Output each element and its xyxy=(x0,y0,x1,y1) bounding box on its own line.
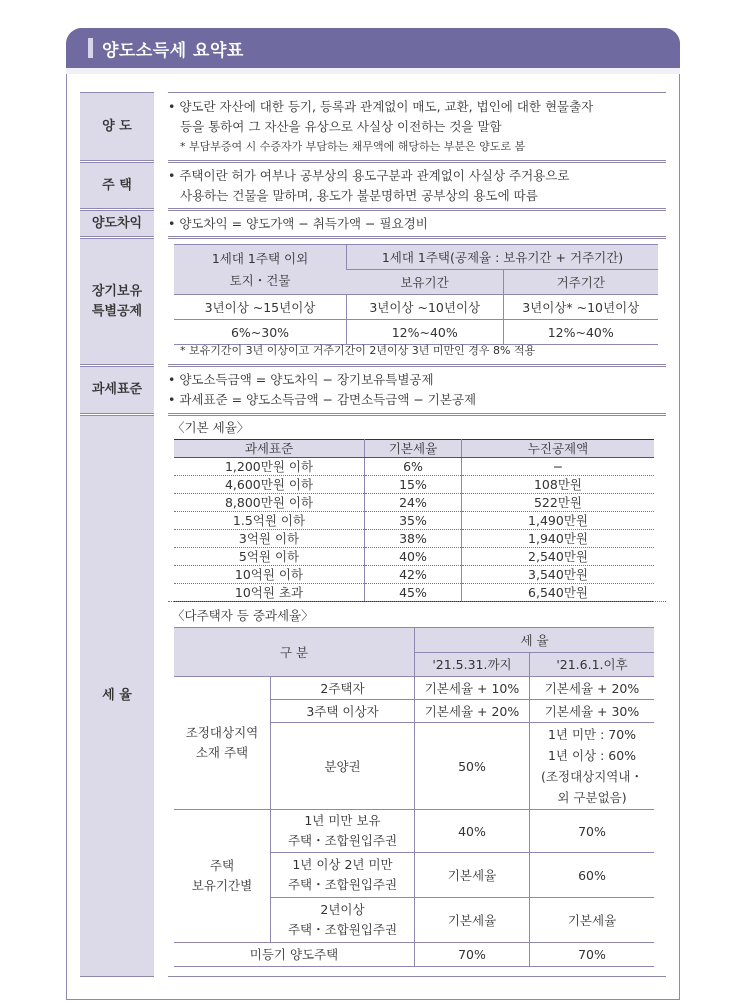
presale-after-line: 1년 이상 : 60% xyxy=(547,748,637,763)
basic-rate-row xyxy=(174,458,654,476)
presale-after-line: (조정대상지역내・ xyxy=(541,769,643,784)
basic-cell: 6% xyxy=(365,458,462,476)
ltd-header-line-1: 장기보유 xyxy=(91,283,143,299)
ltd-rate-other: 6%~30% xyxy=(174,320,347,345)
three-house-label: 3주택 이상자 xyxy=(271,700,415,723)
ltd-note: * 보유기간이 3년 이상이고 거주기간이 2년이상 3년 미만인 경우 8% 적용 xyxy=(180,344,536,357)
basic-col-base: 과세표준 xyxy=(174,440,365,458)
ltd-period-live: 3년이상* ~10년이상 xyxy=(503,295,658,320)
period-3-before: 기본세율 xyxy=(415,898,530,943)
heavy-rate-title: 〈다주택자 등 중과세율〉 xyxy=(172,608,314,623)
basic-cell: − xyxy=(462,458,655,476)
two-house-after: 기본세율 + 20% xyxy=(530,677,655,700)
basic-cell: 3억원 이하 xyxy=(174,530,365,548)
presale-before: 50% xyxy=(415,723,530,810)
basic-cell: 42% xyxy=(365,566,462,584)
basic-cell: 10억원 이하 xyxy=(174,566,365,584)
three-house-before: 기본세율 + 20% xyxy=(415,700,530,723)
presale-after xyxy=(530,723,655,810)
ltd-header-other-line-1: 1세대 1주택 이외 xyxy=(211,250,309,266)
presale-label: 분양권 xyxy=(271,723,415,810)
two-house-label: 2주택자 xyxy=(271,677,415,700)
period-2-line-2: 주택・조합원입주권 xyxy=(287,877,398,892)
row-header-house: 주 택 xyxy=(80,162,154,209)
period-2-before: 기본세율 xyxy=(415,853,530,898)
basic-cell: 24% xyxy=(365,494,462,512)
adjusted-area-label xyxy=(174,677,271,810)
basic-cell: 5억원 이하 xyxy=(174,548,365,566)
period-1-label xyxy=(271,810,415,853)
ltd-table xyxy=(174,244,658,345)
presale-after-line: 1년 미만 : 70% xyxy=(547,727,637,742)
heavy-header-after: '21.6.1.이후 xyxy=(530,653,655,677)
period-2-line-1: 1년 이상 2년 미만 xyxy=(292,857,393,872)
period-3-after: 기본세율 xyxy=(530,898,655,943)
row-content-house xyxy=(168,162,666,209)
ltd-rate-live: 12%~40% xyxy=(503,320,658,345)
period-2-label xyxy=(271,853,415,898)
presale-after-line: 외 구분없음) xyxy=(557,790,627,805)
basic-rate-title: 〈기본 세율〉 xyxy=(172,420,250,435)
basic-col-rate: 기본세율 xyxy=(365,440,462,458)
two-house-before: 기본세율 + 10% xyxy=(415,677,530,700)
basic-rate-row xyxy=(174,494,654,512)
unregistered-label: 미등기 양도주택 xyxy=(174,943,415,967)
heavy-header-rate: 세 율 xyxy=(415,628,655,653)
row-header-ltd xyxy=(80,238,154,365)
page-title: 양도소득세 요약표 xyxy=(102,41,244,61)
period-1-after: 70% xyxy=(530,810,655,853)
unregistered-after: 70% xyxy=(530,943,655,967)
basic-rate-row xyxy=(174,566,654,584)
basic-rate-row xyxy=(174,584,654,602)
basic-cell: 2,540만원 xyxy=(462,548,655,566)
row-content-base xyxy=(168,366,666,414)
unregistered-before: 70% xyxy=(415,943,530,967)
ltd-header-line-2: 특별공제 xyxy=(91,303,143,319)
row-header-base: 과세표준 xyxy=(80,366,154,414)
heavy-rate-table xyxy=(174,627,654,967)
adjusted-area-line-2: 소재 주택 xyxy=(195,745,249,760)
basic-cell: 1.5억원 이하 xyxy=(174,512,365,530)
basic-cell: 522만원 xyxy=(462,494,655,512)
basic-rate-row xyxy=(174,476,654,494)
base-text-2: • 과세표준 = 양도소득금액 − 감면소득금액 − 기본공제 xyxy=(168,392,477,407)
basic-cell: 4,600만원 이하 xyxy=(174,476,365,494)
basic-cell: 3,540만원 xyxy=(462,566,655,584)
basic-cell: 40% xyxy=(365,548,462,566)
row-content-gain xyxy=(168,210,666,237)
title-underband xyxy=(66,68,680,74)
ltd-header-other-line-2: 토지・건물 xyxy=(229,272,291,288)
row-header-transfer: 양 도 xyxy=(80,92,154,161)
basic-cell: 38% xyxy=(365,530,462,548)
basic-cell: 8,800만원 이하 xyxy=(174,494,365,512)
ltd-header-hold: 보유기간 xyxy=(347,270,504,295)
basic-cell: 45% xyxy=(365,584,462,602)
basic-cell: 10억원 초과 xyxy=(174,584,365,602)
period-1-before: 40% xyxy=(415,810,530,853)
house-text-2: 사용하는 건물을 말하며, 용도가 불분명하면 공부상의 용도에 따름 xyxy=(180,188,538,203)
ltd-rate-hold: 12%~40% xyxy=(347,320,504,345)
row-header-gain: 양도차익 xyxy=(80,210,154,237)
basic-rate-row xyxy=(174,548,654,566)
basic-cell: 6,540만원 xyxy=(462,584,655,602)
basic-rate-row xyxy=(174,530,654,548)
row-header-rate: 세 율 xyxy=(80,415,154,977)
basic-col-deduction: 누진공제액 xyxy=(462,440,655,458)
transfer-text-1: • 양도란 자산에 대한 등기, 등록과 관계없이 매도, 교환, 법인에 대한 현물출자 xyxy=(168,99,594,114)
base-text-1: • 양도소득금액 = 양도차익 − 장기보유특별공제 xyxy=(168,372,434,387)
basic-cell: 35% xyxy=(365,512,462,530)
period-3-line-1: 2년이상 xyxy=(320,902,365,917)
basic-cell: 15% xyxy=(365,476,462,494)
ltd-header-one-house: 1세대 1주택(공제율 : 보유기간 + 거주기간) xyxy=(347,245,659,270)
heavy-header-gubun: 구 분 xyxy=(174,628,415,677)
rate-divider xyxy=(168,601,666,602)
basic-cell: 1,490만원 xyxy=(462,512,655,530)
transfer-note: * 부담부증여 시 수증자가 부담하는 채무액에 해당하는 부분은 양도로 봄 xyxy=(180,140,526,153)
period-3-line-2: 주택・조합원입주권 xyxy=(287,922,398,937)
heavy-header-before: '21.5.31.까지 xyxy=(415,653,530,677)
basic-cell: 1,940만원 xyxy=(462,530,655,548)
adjusted-area-line-1: 조정대상지역 xyxy=(185,725,259,740)
period-3-label xyxy=(271,898,415,943)
basic-rate-table xyxy=(174,439,654,602)
ltd-header-live: 거주기간 xyxy=(503,270,658,295)
basic-cell: 108만원 xyxy=(462,476,655,494)
house-text-1: • 주택이란 허가 여부나 공부상의 용도구분과 관계없이 사실상 주거용으로 xyxy=(168,168,570,183)
basic-rate-row xyxy=(174,512,654,530)
period-1-line-2: 주택・조합원입주권 xyxy=(287,833,398,848)
basic-cell: 1,200만원 이하 xyxy=(174,458,365,476)
ltd-period-other: 3년이상 ~15년이상 xyxy=(174,295,347,320)
holding-period-line-1: 주택 xyxy=(209,858,235,873)
row-content-transfer xyxy=(168,92,666,161)
period-1-line-1: 1년 미만 보유 xyxy=(304,813,381,828)
holding-period-line-2: 보유기간별 xyxy=(191,878,253,893)
gain-text: • 양도차익 = 양도가액 − 취득가액 − 필요경비 xyxy=(168,216,428,231)
transfer-text-2: 등을 통하여 그 자산을 유상으로 사실상 이전하는 것을 말함 xyxy=(180,119,502,134)
holding-period-label xyxy=(174,810,271,943)
ltd-period-hold: 3년이상 ~10년이상 xyxy=(347,295,504,320)
three-house-after: 기본세율 + 30% xyxy=(530,700,655,723)
ltd-header-other xyxy=(174,245,347,295)
title-marker xyxy=(88,38,93,58)
period-2-after: 60% xyxy=(530,853,655,898)
